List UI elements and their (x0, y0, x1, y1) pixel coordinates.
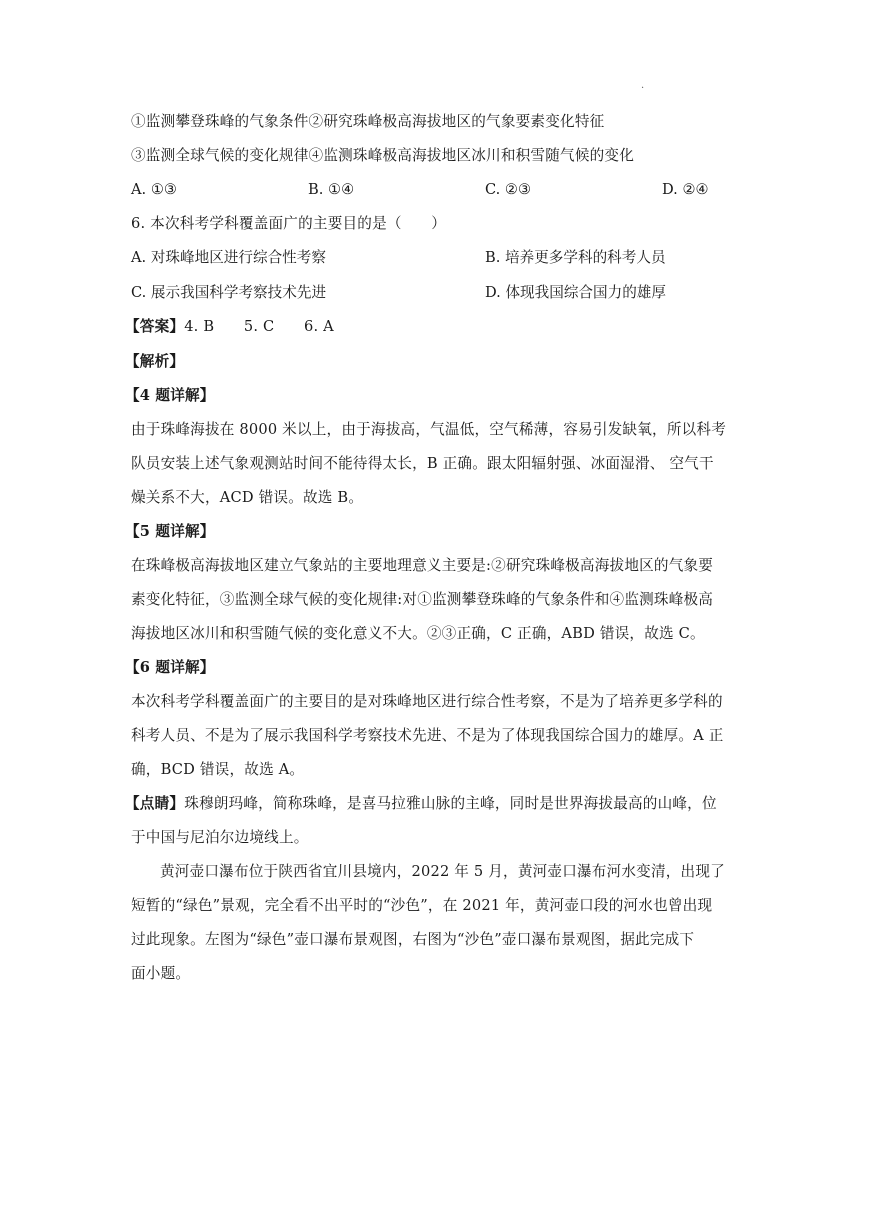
tip-label: 【点睛】 (125, 795, 185, 812)
q5-option-d: D. ②④ (662, 181, 709, 198)
answer-label: 【答案】 (125, 318, 185, 335)
q5-detail-line-2: 素变化特征，③监测全球气候的变化规律:对①监测攀登珠峰的气象条件和④监测珠峰极高 (131, 591, 714, 608)
analysis-label: 【解析】 (125, 353, 185, 370)
passage-line-4: 面小题。 (131, 965, 191, 982)
q4-detail-label: 【4 题详解】 (125, 387, 215, 404)
q5-item-line-2: ③监测全球气候的变化规律④监测珠峰极高海拔地区冰川和积雪随气候的变化 (131, 147, 634, 164)
q4-detail-line-1: 由于珠峰海拔在 8000 米以上，由于海拔高，气温低，空气稀薄，容易引发缺氧，所以科考 (131, 421, 726, 438)
q5-item-line-1: ①监测攀登珠峰的气象条件②研究珠峰极高海拔地区的气象要素变化特征 (131, 113, 605, 130)
q5-option-a: A. ①③ (131, 181, 177, 198)
q5-option-c: C. ②③ (485, 181, 532, 198)
q5-option-b: B. ①④ (308, 181, 355, 198)
q5-detail-line-3: 海拔地区冰川和积雪随气候的变化意义不大。②③正确，C 正确，ABD 错误，故选 C。 (131, 625, 705, 642)
q6-option-b: B. 培养更多学科的科考人员 (485, 249, 666, 266)
q6-option-a: A. 对珠峰地区进行综合性考察 (131, 249, 326, 266)
passage-line-2: 短暂的“绿色”景观，完全看不出平时的“沙色”，在 2021 年，黄河壶口段的河水也曾出现 (131, 897, 713, 914)
q5-detail-label: 【5 题详解】 (125, 523, 215, 540)
q6-stem: 6. 本次科考学科覆盖面广的主要目的是（ ） (131, 215, 447, 232)
q4-detail-line-2: 队员安装上述气象观测站时间不能待得太长，B 正确。跟太阳辐射强、冰面湿滑、 空气干 (131, 455, 714, 472)
q6-detail-line-3: 确，BCD 错误，故选 A。 (131, 761, 305, 778)
q6-option-c: C. 展示我国科学考察技术先进 (131, 284, 327, 301)
answer-line (125, 317, 334, 337)
q6-detail-line-2: 科考人员、不是为了展示我国科学考察技术先进、不是为了体现我国综合国力的雄厚。A 正 (131, 727, 724, 744)
q5-detail-line-1: 在珠峰极高海拔地区建立气象站的主要地理意义主要是:②研究珠峰极高海拔地区的气象要 (131, 557, 714, 574)
tip-line-2: 于中国与尼泊尔边境线上。 (131, 829, 309, 846)
q4-detail-line-3: 燥关系不大，ACD 错误。故选 B。 (131, 489, 364, 506)
tip-line-1 (125, 794, 717, 814)
passage-line-3: 过此现象。左图为“绿色”壶口瀑布景观图，右图为“沙色”壶口瀑布景观图，据此完成下 (131, 931, 695, 948)
corner-mark: · (641, 83, 645, 94)
answer-text: 4. B 5. C 6. A (184, 318, 334, 335)
passage-line-1: 黄河壶口瀑布位于陕西省宜川县境内，2022 年 5 月，黄河壶口瀑布河水变清，出现了 (160, 863, 725, 880)
tip-text: 珠穆朗玛峰，简称珠峰，是喜马拉雅山脉的主峰，同时是世界海拔最高的山峰，位 (184, 795, 717, 812)
q6-option-d: D. 体现我国综合国力的雄厚 (485, 284, 666, 301)
q6-detail-line-1: 本次科考学科覆盖面广的主要目的是对珠峰地区进行综合性考察，不是为了培养更多学科的 (131, 693, 723, 710)
q6-detail-label: 【6 题详解】 (125, 659, 215, 676)
